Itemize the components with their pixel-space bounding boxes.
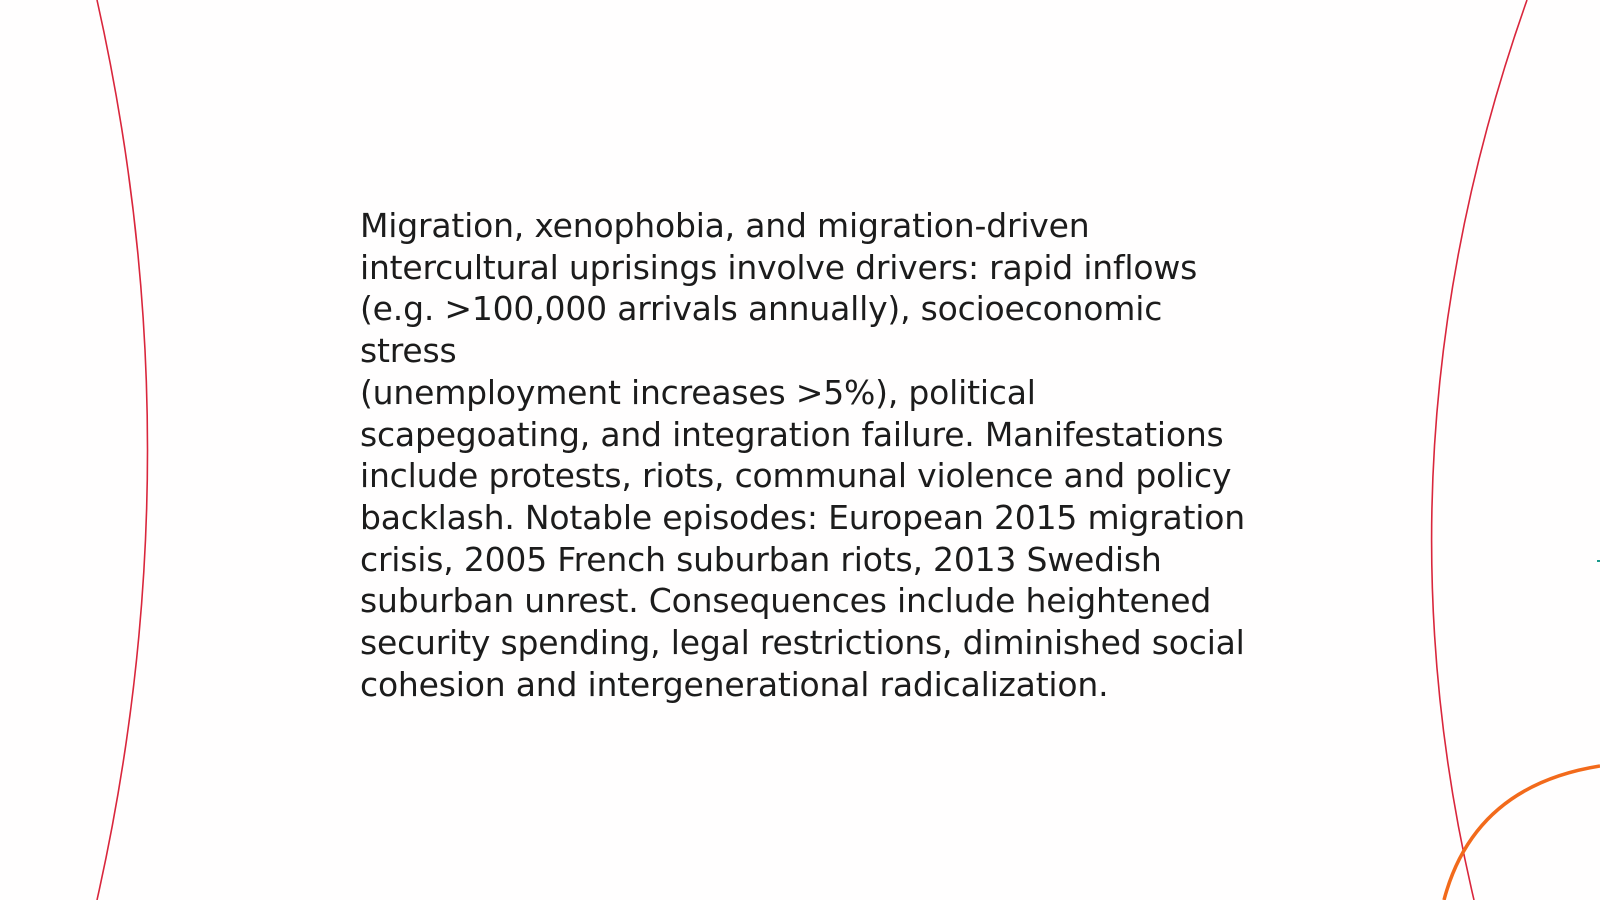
right-curve-line: [1432, 0, 1527, 900]
left-curve-line: [97, 0, 148, 900]
orange-arc: [1444, 766, 1600, 900]
slide-body-text: Migration, xenophobia, and migration-driven intercultural uprisings involve drivers: rapid inflows (e.g. >100,000 arrivals annually), socioeconomic stress (unemployment increases >5%), political scapegoating, and integration failure. Manifestations include protests, riots, communal violence and policy backlash. Notable episodes: European 2015 migration crisis, 2005 French suburban riots, 2013 Swedish suburban unrest. Consequences include heightened security spending, legal restrictions, diminished social cohesion and intergenerational radicalization.: [360, 206, 1245, 704]
